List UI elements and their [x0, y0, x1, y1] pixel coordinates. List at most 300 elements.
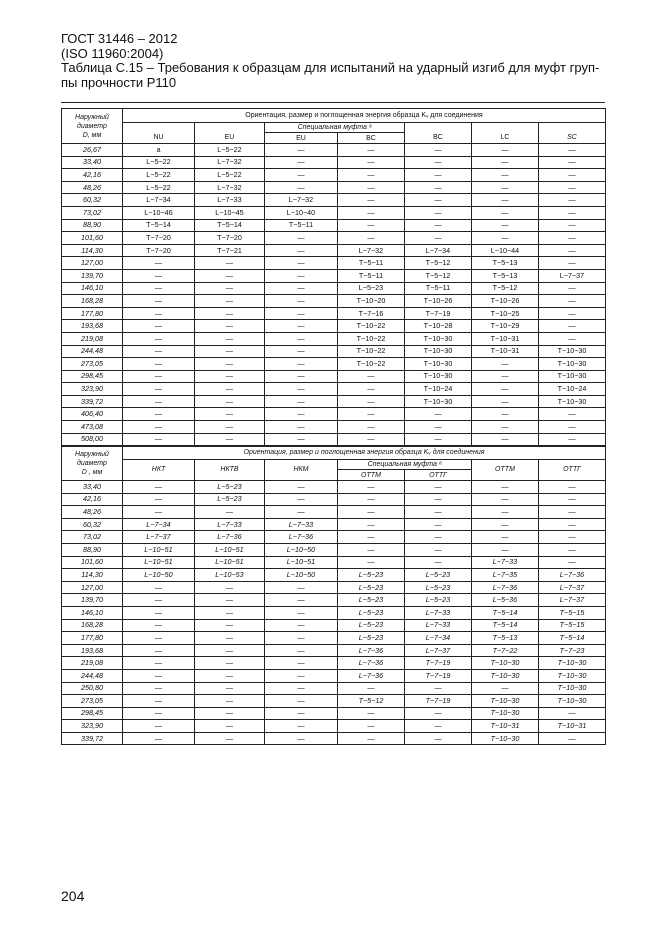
- table-cell: —: [472, 421, 539, 434]
- table-cell: T−5−11: [405, 282, 472, 295]
- requirements-table-2: [61, 446, 606, 745]
- table-row: [62, 720, 606, 733]
- table-cell: —: [539, 156, 606, 169]
- table-cell: —: [123, 307, 195, 320]
- table-cell: —: [195, 732, 265, 745]
- table-cell: —: [539, 232, 606, 245]
- table-cell: —: [338, 481, 405, 494]
- table-cell: a: [123, 144, 195, 157]
- table-cell: —: [338, 383, 405, 396]
- page-number: 204: [61, 888, 85, 904]
- table-cell: L−7−36: [539, 569, 606, 582]
- table-cell: —: [338, 493, 405, 506]
- diameter-cell: 250,80: [62, 682, 123, 695]
- table-cell: —: [195, 421, 265, 434]
- table-cell: —: [338, 707, 405, 720]
- table-cell: —: [195, 695, 265, 708]
- connection-span-header: Ориентация, размер и поглощенная энергия образца Kᵥ для соединения: [123, 109, 606, 123]
- table-cell: T−10−30: [539, 682, 606, 695]
- column-header-special-eu: EU: [265, 133, 338, 144]
- table-cell: —: [405, 682, 472, 695]
- diameter-cell: 298,45: [62, 370, 123, 383]
- table-cell: T−5−11: [338, 269, 405, 282]
- table-cell: —: [123, 682, 195, 695]
- table-cell: —: [195, 345, 265, 358]
- table-cell: —: [265, 257, 338, 270]
- table-cell: —: [405, 481, 472, 494]
- table-cell: L−7−36: [338, 657, 405, 670]
- table-cell: —: [123, 632, 195, 645]
- table-cell: L−5−22: [195, 144, 265, 157]
- diameter-cell: 139,70: [62, 269, 123, 282]
- column-header-sc: SC: [539, 123, 606, 144]
- table-cell: T−5−11: [338, 257, 405, 270]
- table-cell: —: [195, 707, 265, 720]
- column-header-special-ottm: ОТТМ: [338, 470, 405, 481]
- table-cell: —: [472, 433, 539, 446]
- requirements-table-1: [61, 108, 606, 446]
- table-cell: L−5−23: [405, 581, 472, 594]
- table-cell: —: [338, 156, 405, 169]
- table-cell: —: [123, 421, 195, 434]
- table-cell: —: [195, 408, 265, 421]
- table-cell: —: [405, 493, 472, 506]
- table-cell: T−10−30: [472, 707, 539, 720]
- table-row: [62, 493, 606, 506]
- table-row: [62, 481, 606, 494]
- table-row: [62, 433, 606, 446]
- diameter-header-2-line-3: D , мм: [81, 469, 103, 476]
- diameter-cell: 127,00: [62, 257, 123, 270]
- table-cell: L−10−50: [265, 569, 338, 582]
- table-cell: T−10−30: [472, 695, 539, 708]
- table-cell: T−7−22: [472, 644, 539, 657]
- table-cell: L−5−23: [338, 581, 405, 594]
- table-cell: —: [405, 144, 472, 157]
- table-cell: L−7−34: [123, 518, 195, 531]
- table-cell: —: [405, 732, 472, 745]
- column-header-special-ottg: ОТТГ: [405, 470, 472, 481]
- table-row: [62, 569, 606, 582]
- table-cell: —: [123, 732, 195, 745]
- diameter-header-line-2: диаметр: [77, 122, 107, 130]
- table-cell: T−10−22: [338, 358, 405, 371]
- table-cell: —: [472, 531, 539, 544]
- table-cell: T−10−20: [338, 295, 405, 308]
- diameter-cell: 26,67: [62, 144, 123, 157]
- table-cell: —: [472, 493, 539, 506]
- table-cell: T−10−26: [405, 295, 472, 308]
- table-cell: —: [195, 307, 265, 320]
- diameter-cell: 168,28: [62, 295, 123, 308]
- table-cell: L−10−50: [265, 543, 338, 556]
- table-cell: —: [265, 644, 338, 657]
- table-cell: —: [265, 720, 338, 733]
- table-cell: —: [405, 219, 472, 232]
- table-row: [62, 531, 606, 544]
- table-cell: L−10−51: [123, 543, 195, 556]
- table-row: [62, 581, 606, 594]
- table-cell: —: [195, 332, 265, 345]
- table-cell: —: [338, 720, 405, 733]
- diameter-cell: 323,90: [62, 720, 123, 733]
- table-cell: —: [405, 543, 472, 556]
- table-cell: —: [123, 358, 195, 371]
- table-cell: —: [539, 408, 606, 421]
- table-row: [62, 345, 606, 358]
- table-cell: T−5−14: [539, 632, 606, 645]
- table-cell: —: [405, 707, 472, 720]
- table-cell: T−7−20: [123, 232, 195, 245]
- table-cell: —: [123, 493, 195, 506]
- diameter-cell: 193,68: [62, 320, 123, 333]
- table-row: [62, 269, 606, 282]
- table-cell: T−10−28: [405, 320, 472, 333]
- diameter-cell: 298,45: [62, 707, 123, 720]
- table-1-header-row: [62, 109, 606, 123]
- diameter-cell: 273,05: [62, 358, 123, 371]
- table-cell: —: [472, 408, 539, 421]
- table-cell: T−5−13: [472, 632, 539, 645]
- table-row: [62, 332, 606, 345]
- table-cell: T−5−13: [472, 269, 539, 282]
- table-cell: T−10−30: [472, 657, 539, 670]
- table-row: [62, 383, 606, 396]
- table-cell: —: [338, 169, 405, 182]
- diameter-header: [62, 109, 123, 144]
- table-cell: —: [472, 395, 539, 408]
- table-cell: —: [123, 606, 195, 619]
- table-cell: L−7−33: [405, 606, 472, 619]
- table-cell: —: [405, 421, 472, 434]
- table-cell: T−10−31: [472, 332, 539, 345]
- table-cell: T−10−30: [539, 345, 606, 358]
- standard-number: ГОСТ 31446 – 2012: [61, 31, 178, 46]
- table-cell: —: [195, 594, 265, 607]
- table-cell: —: [265, 682, 338, 695]
- table-cell: —: [195, 269, 265, 282]
- diameter-cell: 73,02: [62, 531, 123, 544]
- table-cell: T−5−14: [123, 219, 195, 232]
- table-cell: —: [265, 232, 338, 245]
- table-row: [62, 408, 606, 421]
- table-cell: —: [265, 358, 338, 371]
- table-row: [62, 282, 606, 295]
- table-2-subheader-row: [62, 460, 606, 470]
- diameter-cell: 60,32: [62, 518, 123, 531]
- table-cell: —: [539, 481, 606, 494]
- table-cell: —: [405, 720, 472, 733]
- table-cell: T−5−13: [472, 257, 539, 270]
- diameter-cell: 42,16: [62, 169, 123, 182]
- table-cell: —: [472, 682, 539, 695]
- table-cell: —: [539, 421, 606, 434]
- iso-reference: (ISO 11960:2004): [61, 45, 164, 61]
- diameter-cell: 339,72: [62, 395, 123, 408]
- diameter-header-2-line-2: диаметр: [77, 460, 107, 467]
- diameter-header-line-3: D, мм: [82, 131, 102, 139]
- table-cell: —: [265, 395, 338, 408]
- table-cell: —: [265, 657, 338, 670]
- table-cell: L−7−36: [338, 669, 405, 682]
- table-cell: L−5−22: [123, 156, 195, 169]
- diameter-cell: 33,40: [62, 156, 123, 169]
- table-cell: —: [338, 408, 405, 421]
- table-cell: —: [338, 531, 405, 544]
- table-cell: —: [195, 632, 265, 645]
- table-cell: —: [265, 307, 338, 320]
- table-cell: —: [539, 732, 606, 745]
- table-cell: —: [265, 169, 338, 182]
- table-cell: —: [123, 619, 195, 632]
- table-cell: —: [123, 345, 195, 358]
- special-coupling-header: Специальная муфта ᵃ: [265, 123, 405, 133]
- table-cell: L−7−37: [539, 594, 606, 607]
- diameter-cell: 73,02: [62, 206, 123, 219]
- table-cell: T−7−19: [405, 669, 472, 682]
- table-cell: —: [472, 358, 539, 371]
- table-cell: —: [123, 295, 195, 308]
- table-cell: —: [539, 556, 606, 569]
- table-row: [62, 657, 606, 670]
- diameter-header-2: [62, 447, 123, 481]
- table-cell: L−10−45: [195, 206, 265, 219]
- table-cell: —: [265, 244, 338, 257]
- table-cell: T−10−30: [539, 395, 606, 408]
- table-cell: L−7−34: [123, 194, 195, 207]
- table-cell: —: [472, 144, 539, 157]
- table-row: [62, 194, 606, 207]
- table-cell: —: [123, 282, 195, 295]
- table-cell: —: [265, 269, 338, 282]
- document-header: [61, 32, 631, 90]
- column-header-nktv: НКТВ: [195, 460, 265, 481]
- table-cell: T−5−14: [472, 619, 539, 632]
- table-cell: L−10−46: [123, 206, 195, 219]
- table-cell: T−10−30: [472, 732, 539, 745]
- table-cell: T−10−30: [405, 345, 472, 358]
- table-cell: L−7−37: [123, 531, 195, 544]
- table-cell: —: [539, 506, 606, 519]
- table-cell: L−7−33: [472, 556, 539, 569]
- table-cell: —: [195, 644, 265, 657]
- table-cell: L−5−23: [338, 594, 405, 607]
- table-cell: —: [539, 320, 606, 333]
- table-cell: L−5−22: [123, 169, 195, 182]
- table-cell: —: [405, 169, 472, 182]
- diameter-cell: 219,08: [62, 332, 123, 345]
- table-cell: T−10−22: [338, 345, 405, 358]
- table-cell: —: [472, 181, 539, 194]
- table-row: [62, 244, 606, 257]
- table-cell: —: [472, 481, 539, 494]
- table-cell: T−10−30: [405, 332, 472, 345]
- table-row: [62, 594, 606, 607]
- column-header-ottg: ОТТГ: [539, 460, 606, 481]
- header-rule: [61, 102, 605, 103]
- diameter-cell: 146,10: [62, 282, 123, 295]
- table-cell: —: [123, 383, 195, 396]
- table-cell: —: [338, 232, 405, 245]
- table-cell: —: [265, 144, 338, 157]
- table-cell: —: [195, 257, 265, 270]
- table-cell: —: [405, 232, 472, 245]
- table-cell: —: [539, 493, 606, 506]
- table-row: [62, 257, 606, 270]
- table-cell: L−10−51: [123, 556, 195, 569]
- table-cell: T−10−30: [539, 358, 606, 371]
- table-cell: —: [472, 219, 539, 232]
- table-cell: —: [338, 433, 405, 446]
- table-cell: —: [472, 206, 539, 219]
- table-cell: —: [472, 169, 539, 182]
- table-cell: —: [195, 506, 265, 519]
- table-cell: T−7−19: [405, 307, 472, 320]
- table-cell: L−7−34: [405, 244, 472, 257]
- table-row: [62, 506, 606, 519]
- table-cell: —: [265, 370, 338, 383]
- table-cell: —: [265, 156, 338, 169]
- diameter-cell: 193,68: [62, 644, 123, 657]
- table-cell: —: [539, 531, 606, 544]
- table-cell: —: [539, 144, 606, 157]
- table-cell: —: [195, 282, 265, 295]
- table-row: [62, 695, 606, 708]
- table-row: [62, 543, 606, 556]
- table-caption-line-1: Таблица С.15 – Требования к образцам для испытаний на ударный изгиб для муфт груп-: [61, 60, 600, 75]
- diameter-cell: 33,40: [62, 481, 123, 494]
- table-cell: —: [405, 408, 472, 421]
- diameter-cell: 177,80: [62, 307, 123, 320]
- table-cell: —: [338, 181, 405, 194]
- table-cell: —: [405, 181, 472, 194]
- diameter-cell: 114,30: [62, 244, 123, 257]
- diameter-cell: 219,08: [62, 657, 123, 670]
- diameter-cell: 406,40: [62, 408, 123, 421]
- table-cell: —: [338, 543, 405, 556]
- table-cell: —: [195, 370, 265, 383]
- table-cell: L−7−36: [338, 644, 405, 657]
- table-cell: T−7−21: [195, 244, 265, 257]
- table-cell: —: [265, 345, 338, 358]
- table-cell: T−10−24: [405, 383, 472, 396]
- table-cell: L−5−23: [338, 606, 405, 619]
- diameter-cell: 88,90: [62, 543, 123, 556]
- table-cell: —: [265, 606, 338, 619]
- table-row: [62, 556, 606, 569]
- table-cell: —: [123, 481, 195, 494]
- table-cell: L−7−37: [405, 644, 472, 657]
- diameter-cell: 42,16: [62, 493, 123, 506]
- table-cell: —: [123, 695, 195, 708]
- table-row: [62, 169, 606, 182]
- table-cell: L−10−51: [265, 556, 338, 569]
- diameter-cell: 146,10: [62, 606, 123, 619]
- table-cell: L−5−22: [123, 181, 195, 194]
- table-cell: —: [123, 408, 195, 421]
- table-cell: —: [338, 421, 405, 434]
- column-header-nu: NU: [123, 123, 195, 144]
- table-cell: —: [265, 594, 338, 607]
- table-cell: —: [123, 257, 195, 270]
- table-cell: T−10−22: [338, 320, 405, 333]
- table-cell: L−5−23: [338, 619, 405, 632]
- table-row: [62, 219, 606, 232]
- table-cell: —: [195, 619, 265, 632]
- table-cell: T−7−19: [405, 695, 472, 708]
- table-cell: T−7−20: [123, 244, 195, 257]
- table-cell: —: [472, 370, 539, 383]
- table-cell: L−7−33: [195, 194, 265, 207]
- table-cell: L−5−23: [195, 493, 265, 506]
- table-cell: T−10−25: [472, 307, 539, 320]
- table-cell: —: [405, 206, 472, 219]
- diameter-cell: 139,70: [62, 594, 123, 607]
- diameter-cell: 508,00: [62, 433, 123, 446]
- table-cell: T−10−30: [472, 669, 539, 682]
- table-cell: —: [265, 433, 338, 446]
- table-cell: —: [405, 531, 472, 544]
- table-cell: T−10−29: [472, 320, 539, 333]
- table-cell: L−5−22: [195, 169, 265, 182]
- table-cell: —: [539, 295, 606, 308]
- table-cell: T−10−30: [539, 669, 606, 682]
- diameter-cell: 168,28: [62, 619, 123, 632]
- diameter-cell: 473,08: [62, 421, 123, 434]
- table-cell: —: [539, 307, 606, 320]
- column-header-ottm: ОТТМ: [472, 460, 539, 481]
- diameter-cell: 323,90: [62, 383, 123, 396]
- table-cell: L−10−44: [472, 244, 539, 257]
- table-cell: —: [123, 269, 195, 282]
- table-row: [62, 518, 606, 531]
- table-cell: —: [123, 370, 195, 383]
- diameter-cell: 339,72: [62, 732, 123, 745]
- table-cell: —: [123, 320, 195, 333]
- table-cell: L−7−32: [195, 156, 265, 169]
- table-cell: —: [265, 669, 338, 682]
- diameter-cell: 127,00: [62, 581, 123, 594]
- table-cell: —: [265, 421, 338, 434]
- table-cell: L−10−53: [195, 569, 265, 582]
- table-cell: —: [472, 194, 539, 207]
- table-cell: —: [405, 433, 472, 446]
- table-cell: —: [539, 707, 606, 720]
- table-cell: —: [265, 295, 338, 308]
- table-cell: —: [338, 144, 405, 157]
- table-row: [62, 669, 606, 682]
- table-cell: —: [265, 383, 338, 396]
- table-cell: —: [195, 720, 265, 733]
- table-cell: —: [195, 433, 265, 446]
- table-cell: —: [195, 358, 265, 371]
- diameter-cell: 48,26: [62, 181, 123, 194]
- table-cell: —: [265, 506, 338, 519]
- table-cell: —: [123, 707, 195, 720]
- table-cell: —: [265, 695, 338, 708]
- diameter-cell: 273,05: [62, 695, 123, 708]
- table-cell: T−5−12: [338, 695, 405, 708]
- table-cell: —: [123, 581, 195, 594]
- table-cell: L−7−33: [195, 518, 265, 531]
- diameter-cell: 48,26: [62, 506, 123, 519]
- table-cell: —: [195, 383, 265, 396]
- table-cell: —: [405, 556, 472, 569]
- table-cell: T−10−30: [405, 358, 472, 371]
- table-cell: —: [265, 408, 338, 421]
- table-row: [62, 619, 606, 632]
- table-cell: —: [265, 619, 338, 632]
